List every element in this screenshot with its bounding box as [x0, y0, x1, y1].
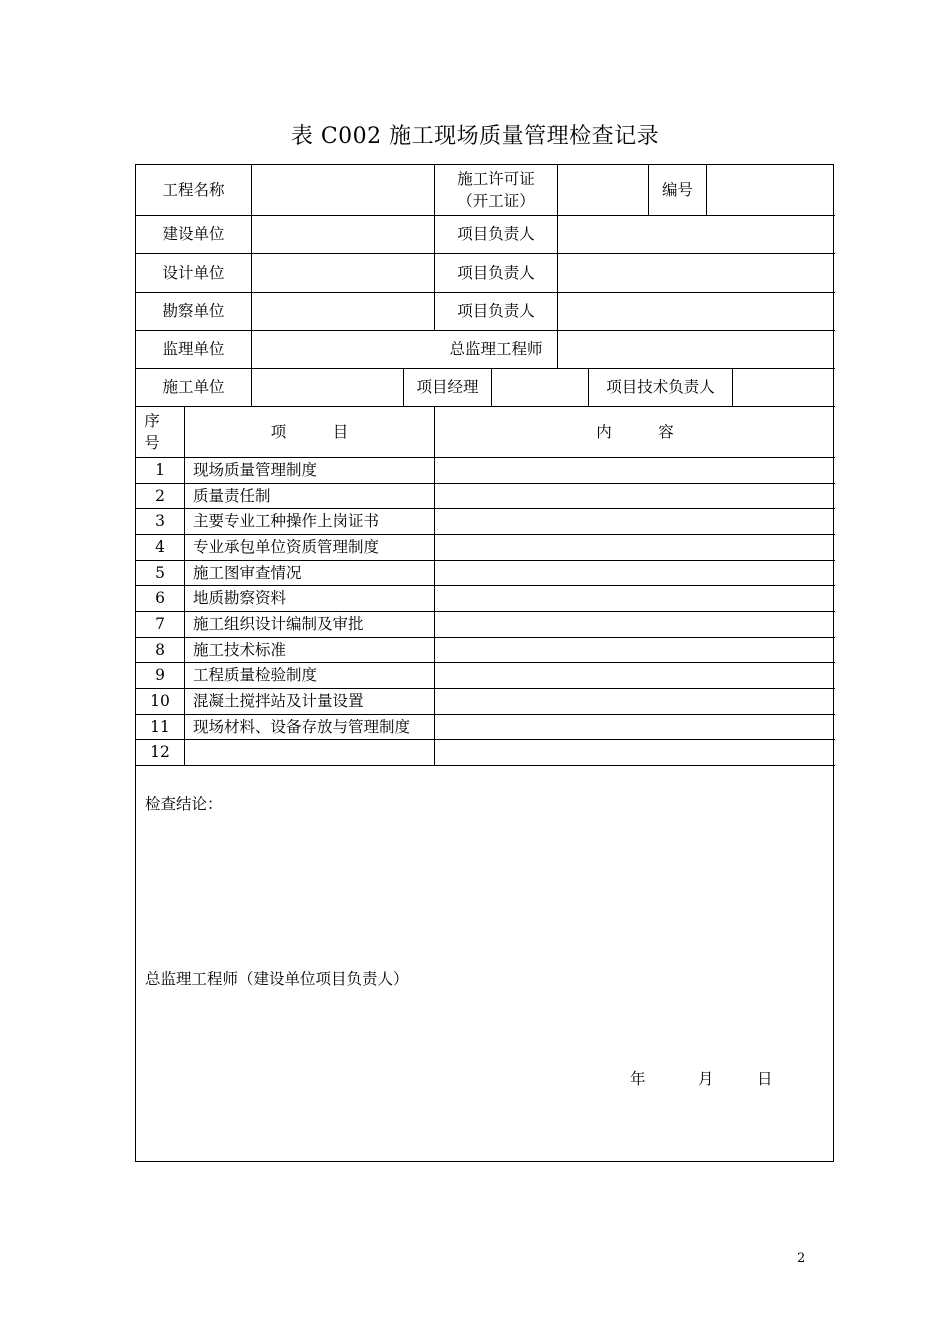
technical-leader-field[interactable] [733, 369, 835, 406]
page-number: 2 [797, 1251, 806, 1266]
row-content-field[interactable] [435, 612, 835, 637]
col-header-no-line1: 序 [144, 411, 160, 430]
row-content-field[interactable] [435, 740, 835, 765]
row-item: 地质勘察资料 [193, 589, 287, 608]
label-technical-leader: 项目技术负责人 [606, 378, 715, 397]
row-content-field[interactable] [435, 663, 835, 688]
construction-leader-field[interactable] [558, 216, 835, 253]
row-item: 质量责任制 [193, 486, 271, 505]
row-item: 现场质量管理制度 [193, 461, 318, 480]
label-construction-unit: 建设单位 [162, 225, 225, 244]
label-survey-project-leader: 项目负责人 [457, 302, 535, 321]
row-item: 专业承包单位资质管理制度 [193, 538, 380, 557]
row-content-field[interactable] [435, 484, 835, 508]
permit-line-2: （开工证） [457, 192, 535, 210]
row-no: 8 [155, 640, 165, 659]
row-item: 混凝土搅拌站及计量设置 [193, 692, 364, 711]
chief-supervisor-field[interactable] [558, 331, 835, 368]
label-project-manager: 项目经理 [416, 378, 479, 397]
design-leader-field[interactable] [558, 254, 835, 292]
label-construction-permit [435, 165, 557, 215]
label-project-name: 工程名称 [162, 180, 225, 199]
chief-supervisor-signature-label: 总监理工程师（建设单位项目负责人） [145, 970, 409, 988]
survey-leader-field[interactable] [558, 293, 835, 330]
row-content-field[interactable] [435, 509, 835, 534]
date-month: 月 [698, 1070, 714, 1088]
row-item: 施工图审查情况 [193, 563, 302, 582]
project-name-field[interactable] [252, 165, 434, 215]
row-item: 现场材料、设备存放与管理制度 [193, 717, 411, 736]
date-year: 年 [630, 1070, 646, 1088]
row-content-field[interactable] [435, 458, 835, 483]
row-item: 工程质量检验制度 [193, 666, 318, 685]
row-content-field[interactable] [435, 638, 835, 662]
row-no: 4 [155, 538, 165, 557]
supervision-unit-field[interactable] [252, 331, 434, 368]
label-survey-unit: 勘察单位 [162, 302, 225, 321]
contractor-unit-field[interactable] [252, 369, 403, 406]
row-no: 3 [155, 512, 165, 531]
row-no: 11 [150, 717, 170, 736]
col-header-no [136, 407, 168, 457]
row-item: 施工技术标准 [193, 640, 287, 659]
row-no: 7 [155, 615, 165, 634]
row-no: 12 [150, 743, 170, 762]
serial-no-field[interactable] [707, 165, 835, 215]
row-no: 5 [155, 563, 165, 582]
label-serial-no: 编号 [661, 180, 693, 199]
conclusion-label: 检查结论： [145, 795, 223, 813]
row-content-field[interactable] [435, 586, 835, 611]
date-day: 日 [757, 1070, 773, 1088]
row-content-field[interactable] [435, 715, 835, 739]
quality-check-form [135, 164, 834, 1162]
row-no: 10 [150, 692, 170, 711]
label-chief-supervisor: 总监理工程师 [449, 340, 543, 359]
project-manager-field[interactable] [492, 369, 588, 406]
row-content-field[interactable] [435, 689, 835, 714]
row-content-field[interactable] [435, 535, 835, 560]
row-item: 施工组织设计编制及审批 [193, 615, 364, 634]
label-design-project-leader: 项目负责人 [457, 263, 535, 282]
label-design-unit: 设计单位 [162, 263, 225, 282]
construction-unit-field[interactable] [252, 216, 434, 253]
form-title: 表 C002 施工现场质量管理检查记录 [290, 124, 660, 149]
survey-unit-field[interactable] [252, 293, 434, 330]
col-header-content: 内 容 [596, 422, 674, 441]
row-no: 1 [155, 461, 165, 480]
col-header-item: 项 目 [270, 422, 349, 441]
label-supervision-unit: 监理单位 [162, 340, 225, 359]
row-no: 6 [155, 589, 165, 608]
row-item[interactable] [185, 740, 434, 765]
row-no: 2 [155, 486, 165, 505]
label-contractor-unit: 施工单位 [162, 378, 225, 397]
design-unit-field[interactable] [252, 254, 434, 292]
label-construction-project-leader: 项目负责人 [457, 225, 535, 244]
row-content-field[interactable] [435, 561, 835, 585]
permit-line-1: 施工许可证 [457, 169, 535, 188]
row-item: 主要专业工种操作上岗证书 [193, 512, 380, 531]
row-no: 9 [155, 666, 165, 685]
permit-field[interactable] [558, 165, 648, 215]
col-header-no-line2: 号 [144, 434, 160, 452]
